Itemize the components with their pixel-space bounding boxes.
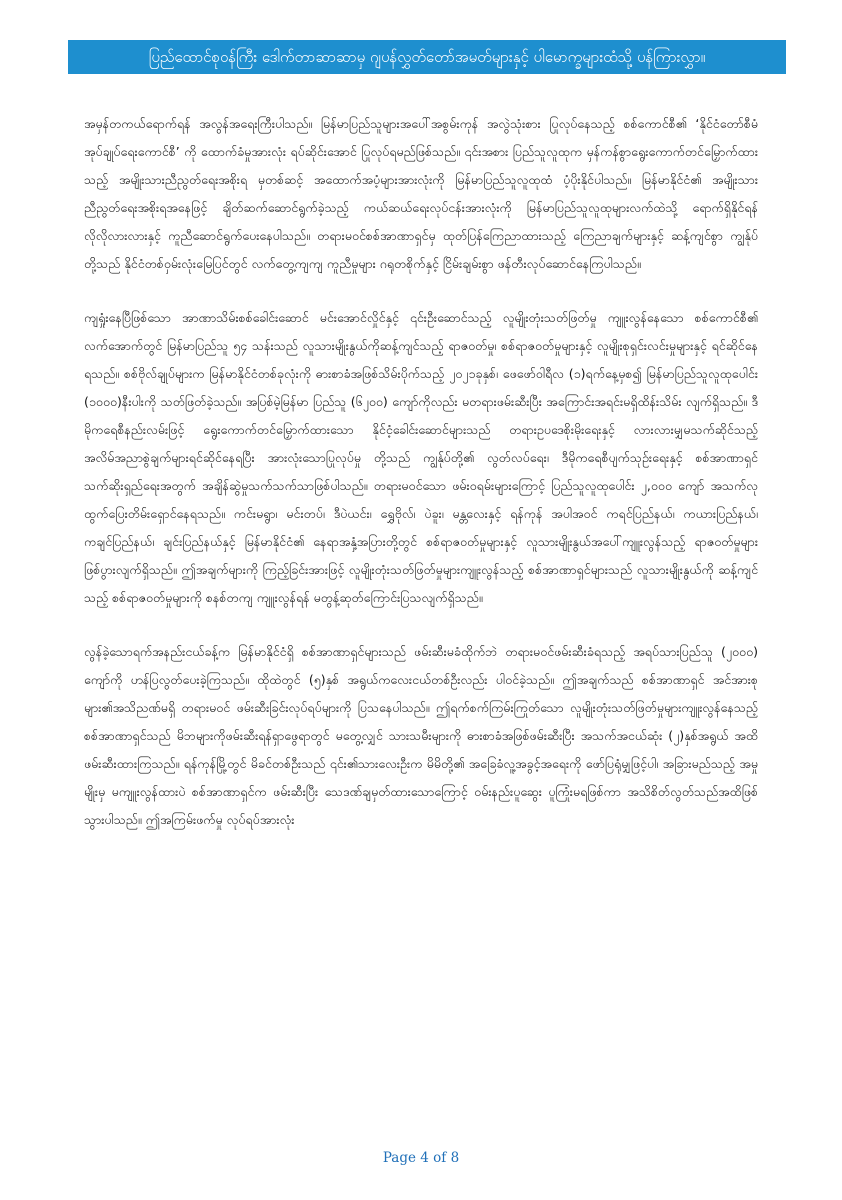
body-paragraph-3: လွန်ခဲ့သောရက်အနည်းငယ်ခန့်က မြန်မာနိုင်ငံရှိ စစ်အာဏာရှင်များသည် ဖမ်းဆီးမခံထိုက်ဘဲ တရားမဝင်ဖမ်းဆီးခံရသည့် အရပ်သားပြည်သူ (၂၀၀၀) ကျော်ကို ဟန်ပြလွတ်ပေးခဲ့ကြသည်။ ထိုထဲတွင် (၅)နှစ် အရွယ်ကလေးငယ်တစ်ဦးလည်း ပါဝင်ခဲ့သည်။ ဤအချက်သည် စစ်အာဏာရှင် အင်အားစုများ၏အသိညဏ်မရှိ တရားမဝင် ဖမ်းဆီးခြင်းလုပ်ရပ်များကို ပြသနေပါသည်။ ဤရက်စက်ကြမ်းကြုတ်သော လူမျိုးတုံးသတ်ဖြတ်မှုများကျူးလွန်နေသည့် စစ်အာဏာရှင်သည် မိဘများကိုဖမ်းဆီးရန်ရှာဖွေရာတွင် မတွေ့လျှင် သားသမီးများကို ဓားစာခံအဖြစ်ဖမ်းဆီးပြီး အသက်အငယ်ဆုံး (၂)နှစ်အရွယ် အထိဖမ်းဆီးထားကြသည်။ ရန်ကုန်မြို့တွင် မိခင်တစ်ဦးသည် ၎င်း၏သားလေးဦးက မိမိတို့၏ အခြေခံလူ့အခွင့်အရေးကို ဖော်ပြရုံမျှဖြင့်ပါ၊ အခြားမည်သည့် အမှုမျိုးမှ မကျူးလွန်ထားပဲ စစ်အာဏာရှင်က ဖမ်းဆီးပြီး သေဒဏ်ချမှတ်ထားသောကြောင့် ဝမ်းနည်းပူဆွေး ပူကြုံးမရဖြစ်ကာ အသိစိတ်လွတ်သည်အထိဖြစ်သွားပါသည်။ ဤအကြမ်းဖက်မှု လုပ်ရပ်အားလုံး [84,644,758,827]
page-number: Page 4 of 8 [382,1150,460,1166]
page-number-footer [0,1150,842,1166]
document-title-banner [68,40,786,74]
document-title: ပြည်ထောင်စုဝန်ကြီး ဒေါက်တာဆာဆာမှ ဂျပန်လွှတ်တော်အမတ်များနှင့် ပါမောက္ခများထံသို့ ပန်ကြားလွှာ။ [148,48,706,66]
body-paragraph-1: အမှန်တကယ်ရောက်ရန် အလွန်အရေးကြီးပါသည်။ မြန်မာပြည်သူများအပေါ်အစွမ်းကုန် အလွဲသုံးစား ပြုလုပ်နေသည့် စစ်ကောင်စီ၏ ‘နိုင်ငံတော်စီမံအုပ်ချုပ်ရေးကောင်စီ’ ကို ထောက်ခံမှုအားလုံး ရပ်ဆိုင်းအောင် ပြုလုပ်ရမည်ဖြစ်သည်။ ၎င်းအစား ပြည်သူလူထုက မှန်ကန်စွာရွေးကောက်တင်မြှောက်ထားသည့် အမျိုးသားညီညွတ်ရေးအစိုးရ မှတစ်ဆင့် အထောက်အပံ့များအားလုံးကို မြန်မာပြည်သူလူထုထံ ပံ့ပိုးနိုင်ပါသည်။ မြန်မာနိုင်ငံ၏ အမျိုးသားညီညွတ်ရေးအစိုးရအနေဖြင့် ချိတ်ဆက်ဆောင်ရွက်ခဲ့သည့် ကယ်ဆယ်ရေးလုပ်ငန်းအားလုံးကို မြန်မာပြည်သူလူထုများလက်ထဲသို့ ရောက်ရှိနိုင်ရန် လိုလိုလားလားနှင့် ကူညီဆောင်ရွက်ပေးနေပါသည်။ တရားမဝင်စစ်အာဏာရှင်မှ ထုတ်ပြန်ကြေညာထားသည့် ကြေညာချက်များနှင့် ဆန့်ကျင်စွာ ကျွန်ုပ်တို့သည် နိုင်ငံတစ်ဝှမ်းလုံးမြေပြင်တွင် လက်တွေ့ကျကျ ကူညီမှုများ ဂရုတစိုက်နှင့် ငြိမ်းချမ်းစွာ ဖန်တီးလုပ်ဆောင်နေကြပါသည်။ [84,116,758,271]
body-paragraph-2: ကျရှုံးနေပြီဖြစ်သော အာဏာသိမ်းစစ်ခေါင်းဆောင် မင်းအောင်လှိုင်နှင့် ၎င်းဦးဆောင်သည့် လူမျိုးတုံးသတ်ဖြတ်မှု ကျူးလွန်နေသော စစ်ကောင်စီ၏ လက်အောက်တွင် မြန်မာပြည်သူ ၅၄ သန်းသည် လူသားမျိုးနွယ်ကိုဆန့်ကျင်သည့် ရာဇဝတ်မှု၊ စစ်ရာဇဝတ်မှုများနှင့် လူမျိုးစုရှင်းလင်းမှုများနှင့် ရင်ဆိုင်နေရသည်။ စစ်ဗိုလ်ချုပ်များက မြန်မာနိုင်ငံတစ်ခုလုံးကို ဓားစာခံအဖြစ်သိမ်းပိုက်သည့် ၂၀၂၁ခုနှစ်၊ ဖေဖော်ဝါရီလ (၁)ရက်နေ့မှစ၍ မြန်မာပြည်သူလူထုပေါင်း (၁၀၀၀)နီးပါးကို သတ်ဖြတ်ခဲ့သည်။ အပြစ်မဲ့မြန်မာ ပြည်သူ (၆၂၀၀) ကျော်ကိုလည်း မတရားဖမ်းဆီးပြီး အကြောင်းအရင်းမရှိထိန်းသိမ်း လျက်ရှိသည်။ ဒီမိုကရေစီနည်းလမ်းဖြင့် ရွေးကောက်တင်မြှောက်ထားသော နိုင်ငံ့ခေါင်းဆောင်များသည် တရားဥပဒေစိုးမိုးရေးနှင့် လားလားမျှမသက်ဆိုင်သည့် အလိမ်အညာစွဲချက်များရင်ဆိုင်နေရပြီး အားလုံးသောပြုလုပ်မှု တို့သည် ကျွန်ုပ်တို့၏ လွတ်လပ်ရေး၊ ဒီမိုကရေစီပျက်သုဉ်းရေးနှင့် စစ်အာဏာရှင်သက်ဆိုးရှည်ရေးအတွက် အချိန်ဆွဲမှုသက်သက်သာဖြစ်ပါသည်။ တရားမဝင်သော ဖမ်းဝရမ်းများကြောင့် ပြည်သူလူထုပေါင်း ၂,၀၀၀ ကျော် အသက်လု ထွက်ပြေးတိမ်းရှောင်နေရသည်။ ကင်းမရွာ၊ မင်းတပ်၊ ဒီပဲယင်း၊ ရွှေဗိုလ်၊ ပဲခူး၊ မန္တလေးနှင့် ရန်ကုန် အပါအဝင် ကရင်ပြည်နယ်၊ ကယားပြည်နယ်၊ ကချင်ပြည်နယ်၊ ချင်းပြည်နယ်နှင့် မြန်မာနိုင်ငံ၏ နေရာအနှံ့အပြားတို့တွင် စစ်ရာဇဝတ်မှုများနှင့် လူသားမျိုးနွယ်အပေါ်ကျူးလွန်သည့် ရာဇဝတ်မှုများ ဖြစ်ပွားလျက်ရှိသည်။ ဤအချက်များကို ကြည့်ခြင်းအားဖြင့် လူမျိုးတုံးသတ်ဖြတ်မှုများကျူးလွန်သည့် စစ်အာဏာရှင်များသည် လူသားမျိုးနွယ်ကို ဆန့်ကျင်သည့် စစ်ရာဇဝတ်မှုများကို စနစ်တကျ ကျူးလွန်ရန် မတွန့်ဆုတ်ကြောင်းပြသလျက်ရှိသည်။ [84,310,758,605]
letter-body [84,110,758,860]
